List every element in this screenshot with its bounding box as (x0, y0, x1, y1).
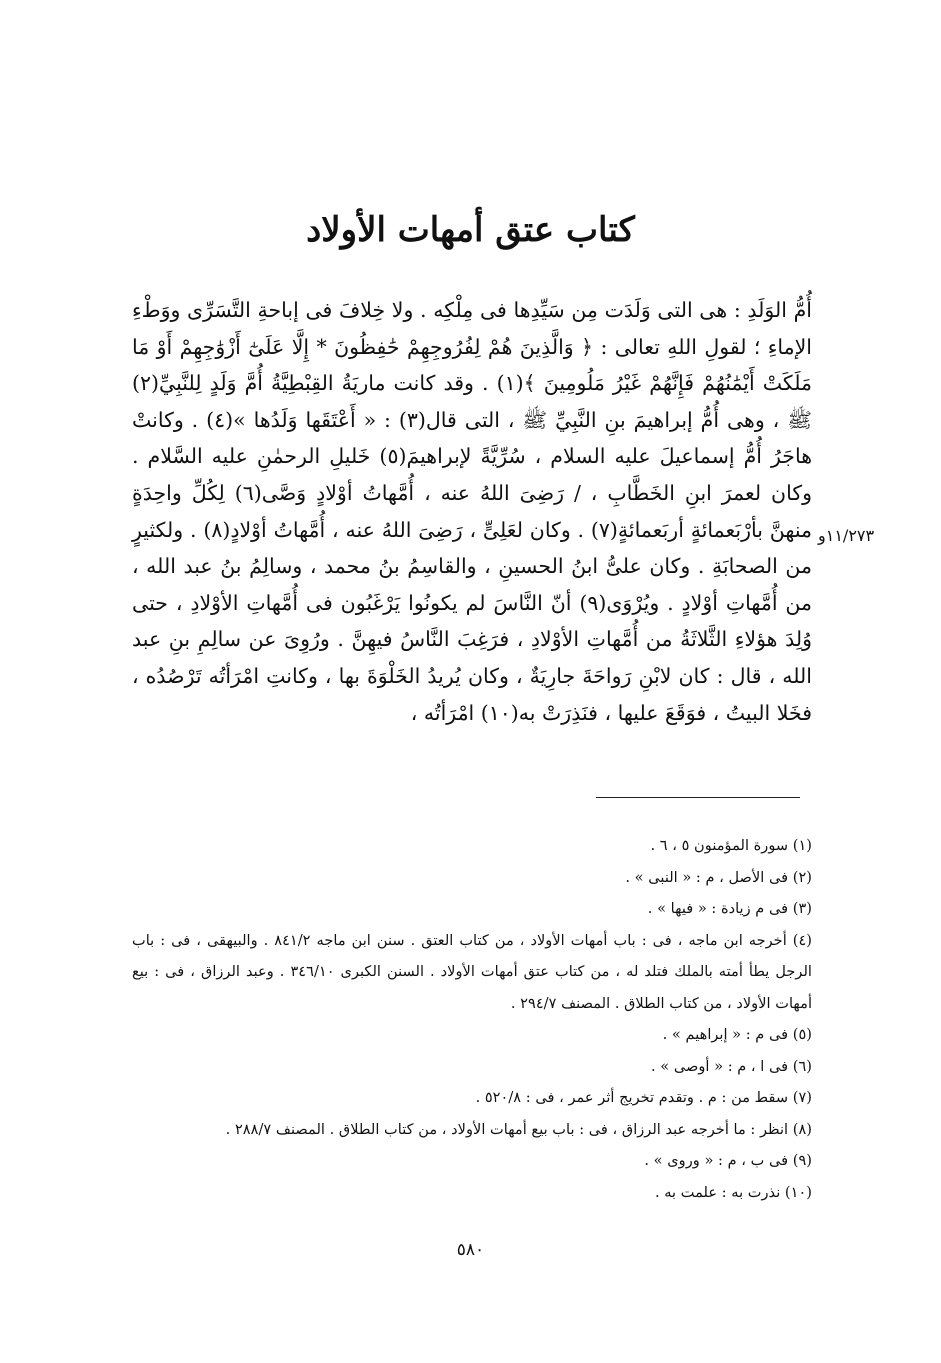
footnote-2: (٢) فى الأصل ، م : « النبى » . (625, 868, 812, 886)
footnotes-list (132, 830, 812, 1208)
footnote-9: (٩) فى ب ، م : « وروى » . (644, 1152, 812, 1169)
margin-reference: ١١/٢٧٣و (818, 526, 875, 545)
footnote-5: (٥) فى م : « إبراهيم » . (662, 1026, 812, 1043)
main-text: أُمُّ الوَلَدِ : هى التى وَلَدَت مِن سَيِّدِها فى مِلْكِه . ولا خِلافَ فى إباحةِ التَّسَرِّى ووَطْءِ الإماءِ ؛ لقولِ اللهِ تعالى : ﴿ وَالَّذِينَ هُمْ لِفُرُوجِهِمْ حَٰفِظُونَ * إِلَّا عَلَىٰٓ أَزْوَٰجِهِمْ أَوْ مَا مَلَكَتْ أَيْمَٰنُهُمْ فَإِنَّهُمْ غَيْرُ مَلُومِينَ ﴾(١) . وقد كانت ماريَةُ القِبْطِيَّةُ أُمَّ وَلَدٍ لِلنَّبِيِّ(٢) ﷺ ، وهى أُمُّ إبراهيمَ بنِ النَّبِيِّ ﷺ ، التى قال(٣) : « أَعْتَقَها وَلَدُها »(٤) . وكانتْ هاجَرُ أُمُّ إسماعيلَ عليه السلام ، سُرِّيَّةً لإبراهيمَ(٥) خَليلِ الرحمٰنِ عليه السَّلام . وكان لعمرَ ابنِ الخَطَّابِ ، / رَضِىَ اللهُ عنه ، أُمَّهاتُ أوْلادٍ وَصَّى(٦) لِكُلِّ واحِدَةٍ منهنَّ بأرْبَعمائةٍ أربَعمائةٍ(٧) . وكان لعَلِىٍّ ، رَضِىَ اللهُ عنه ، أُمَّهاتُ أوْلادٍ(٨) . ولكثيرٍ من الصحابَةِ . وكان علىُّ ابنُ الحسينِ ، والقاسِمُ بنُ محمد ، وسالِمُ بنُ عبد الله ، من أُمَّهاتِ أوْلادٍ . ويُرْوَى(٩) أنّ النَّاسَ لم يكونُوا يَرْغَبُون فى أُمَّهاتِ الأوْلادِ ، حتى وُلِدَ هؤلاءِ الثَّلاثَةُ من أُمَّهاتِ الأوْلادِ ، فرَغِبَ النَّاسُ فيهِنَّ . ورُوِىَ عن سالِمِ بنِ عبد الله ، قال : كان لابْنِ رَواحَةَ جارِيَةٌ ، وكان يُريدُ الخَلْوَةَ بها ، وكانتِ امْرَأتُه تَرْصُدُه ، فخَلا البيتُ ، فوَقَعَ عليها ، فنَذِرَتْ به(١٠) امْرَأتُه ، (132, 298, 812, 725)
footnote-separator (596, 797, 800, 798)
footnote-7: (٧) سقط من : م . وتقدم تخريج أثر عمر ، فى : ٥٢٠/٨ . (475, 1089, 812, 1106)
footnote-6: (٦) فى ا ، م : « أوصى » . (650, 1057, 812, 1075)
footnote-3: (٣) فى م زيادة : « فيها » . (647, 900, 812, 917)
footnote-4: (٤) أخرجه ابن ماجه ، فى : باب أمهات الأولاد ، من كتاب العتق . سنن ابن ماجه ٨٤١/٢ . والبيهقى ، فى : باب الرجل يطأ أمته بالملك فتلد له ، من كتاب عتق أمهات الأولاد . السنن الكبرى ٣٤٦/١٠ . وعبد الرزاق ، فى : بيع أمهات الأولاد ، من كتاب الطلاق . المصنف ٢٩٤/٧ . (132, 931, 812, 1012)
chapter-title: كتاب عتق أمهات الأولاد (306, 210, 635, 250)
page-number: ٥٨٠ (456, 1240, 485, 1260)
footnote-8: (٨) انظر : ما أخرجه عبد الرزاق ، فى : باب بيع أمهات الأولاد ، من كتاب الطلاق . المصنف ٢٨٨/٧ . (225, 1120, 812, 1138)
footnote-1: (١) سورة المؤمنون ٥ ، ٦ . (650, 837, 812, 854)
footnote-10: (١٠) نذرت به : علمت به . (654, 1183, 812, 1201)
